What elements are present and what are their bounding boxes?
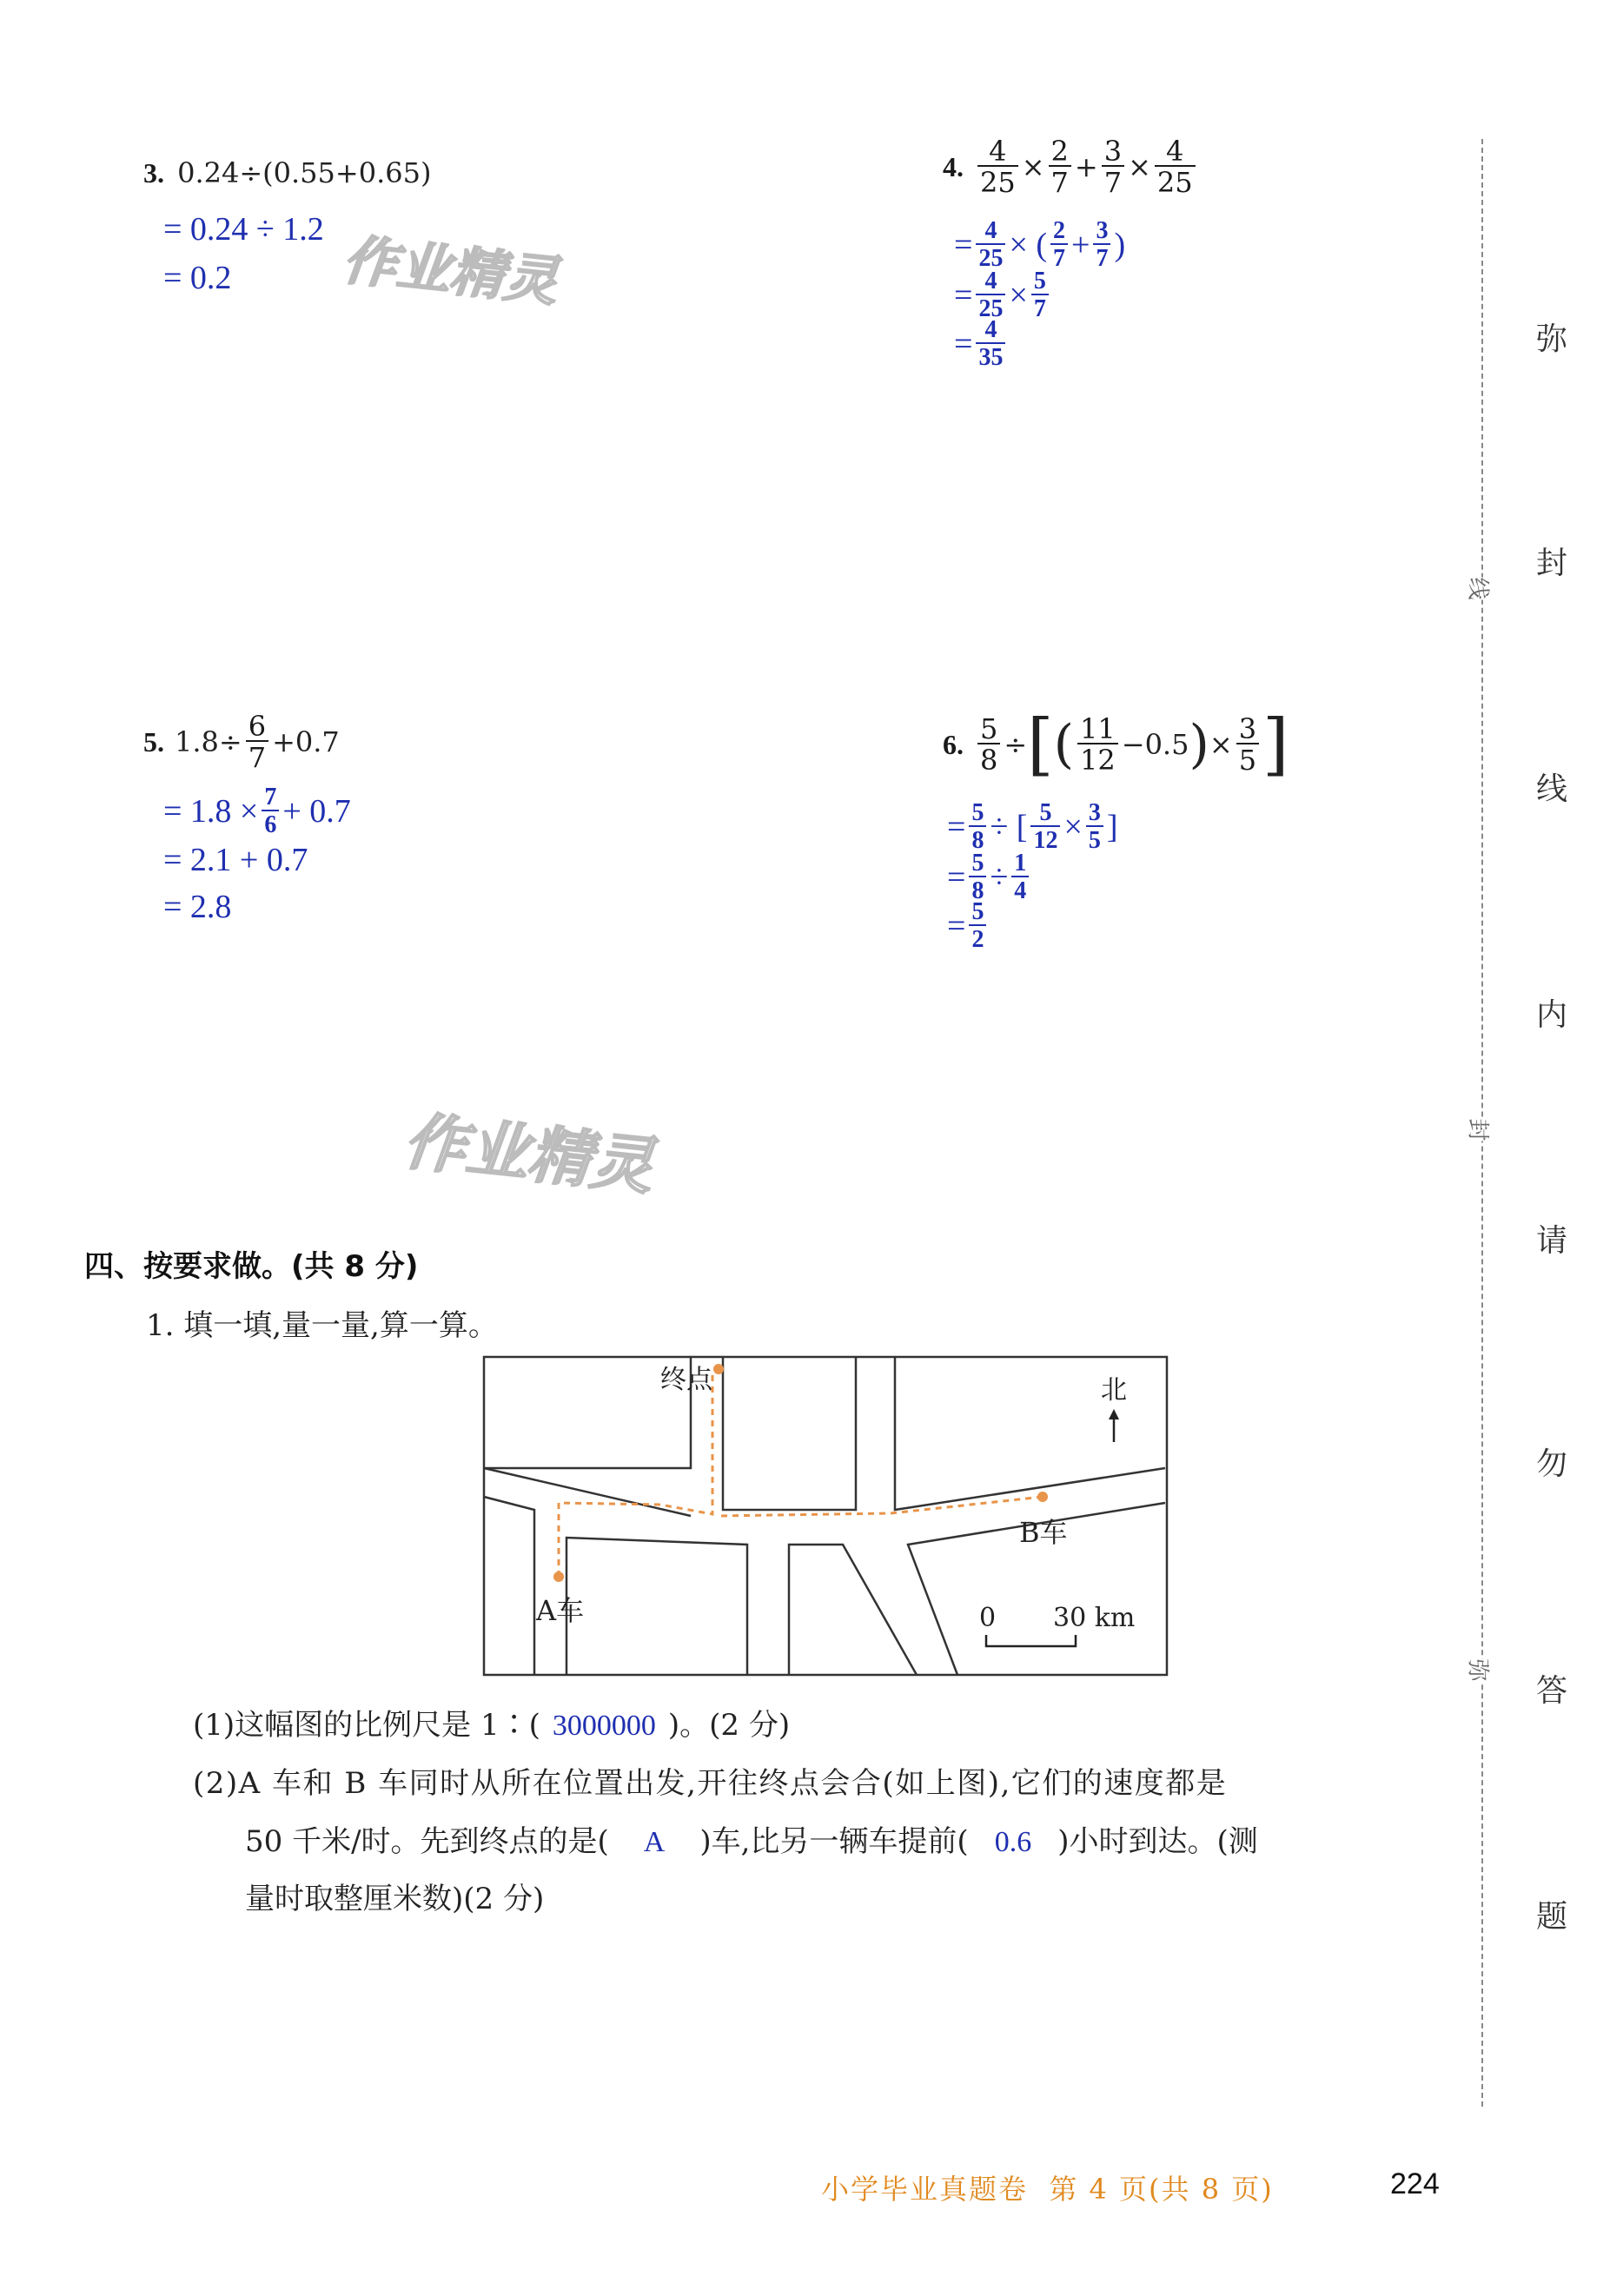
operator: + [1074,150,1098,183]
sidebar-char: 内 [1536,997,1568,1033]
answer-step: = 0.24 ÷ 1.2 [163,211,324,248]
scale-zero: 0 [979,1603,997,1633]
page-number: 224 [1390,2167,1440,2200]
question-2-line3: 量时取整厘米数)(2 分) [245,1882,545,1916]
route-path [559,1373,1043,1577]
answer-step: = 2.1 + 0.7 [163,842,308,878]
sidebar-char: 请 [1536,1223,1568,1259]
city-block [566,1538,747,1675]
fraction: $\frac{3}{5}$ [1236,715,1259,774]
problem-6: 6. $\frac{5}{8}$ ÷ [ ( $\frac{11}{12}$ −0.5 ) × $\frac{3}{5}$ ] [943,705,1289,784]
seal-line-mark: 封 [1461,1118,1500,1141]
problem-number: 6. [943,728,964,760]
route-b [719,1497,1043,1516]
city-block [484,1472,691,1503]
question-1: (1)这幅图的比例尺是 1∶( 3000000 )。(2 分) [193,1708,791,1743]
start-point-a [553,1571,564,1582]
answer-step: = $\frac{4}{25}$ × $\frac{5}{7}$ [954,269,1052,321]
end-point [713,1364,724,1374]
question-2-line1: (2)A 车和 B 车同时从所在位置出发,开往终点会合(如上图),它们的速度都是 [193,1766,1228,1801]
problem-number: 3. [143,157,164,189]
fraction: $\frac{2}{7}$ [1049,137,1071,196]
sidebar-char: 题 [1536,1899,1568,1935]
fraction: $\frac{3}{7}$ [1102,137,1124,196]
operator: × [1128,150,1151,183]
question-2-line2: 50 千米/时。先到终点的是( A )车,比另一辆车提前( 0.6 )小时到达。(测 [245,1824,1258,1859]
problem-number: 4. [943,150,964,182]
watermark: 作业精灵 [400,1104,657,1203]
problem-4 [943,135,1199,199]
problem-number: 5. [143,725,164,758]
answer-step: = 0.2 [163,260,232,296]
scale-value: 30 km [1053,1603,1136,1633]
answer-step: = $\frac{5}{8}$ ÷ [ $\frac{5}{12}$ × $\frac{3}{5}$ ] [947,799,1118,854]
answer-step: = $\frac{5}{8}$ ÷ $\frac{1}{4}$ [947,851,1032,903]
scale-bar [986,1635,1076,1646]
city-block [484,1497,534,1675]
end-label: 终点 [660,1365,712,1395]
answer-blank: 3000000 [552,1710,656,1742]
footer-title: 小学毕业真题卷 第 4 页(共 8 页) [821,2173,1274,2206]
sidebar-char: 勿 [1536,1446,1568,1482]
problem-question: 0.24÷(0.55+0.65) [177,156,432,189]
answer-blank: 0.6 [994,1826,1032,1858]
fraction: $\frac{4}{25}$ [977,137,1018,196]
city-block [484,1468,691,1516]
watermark: 作业精灵 [340,228,561,314]
sidebar-char: 弥 [1536,321,1568,357]
seal-line-mark: 弥 [1461,1658,1500,1681]
route-map [482,1355,1169,1677]
answer-step: = 1.8 × $\frac{7}{6}$ + 0.7 [163,784,351,838]
sidebar-char: 封 [1536,546,1568,581]
problem-5: 5. 1.8÷ $\frac{6}{7}$ +0.7 [143,710,340,774]
operator: × [1021,150,1045,183]
fraction: $\frac{6}{7}$ [246,712,268,771]
fraction: $\frac{5}{8}$ [977,715,1000,774]
north-arrow-icon [1109,1409,1119,1442]
fraction: $\frac{11}{12}$ [1077,715,1118,774]
fraction: $\frac{4}{25}$ [1155,137,1196,196]
route-a [559,1373,712,1577]
city-block [723,1357,856,1510]
seal-line-mark: 线 [1461,577,1500,599]
start-point-b [1037,1492,1048,1502]
answer-step: = $\frac{4}{35}$ [954,318,1009,370]
car-a-label: A车 [536,1594,585,1627]
car-b-label: B车 [1019,1516,1068,1549]
answer-step: = $\frac{4}{25}$ × ( $\frac{2}{7}$ + $\frac{3}{7}$ ) [954,217,1126,272]
answer-step: = $\frac{5}{2}$ [947,900,990,952]
north-label: 北 [1101,1375,1127,1406]
sidebar-char: 答 [1536,1673,1568,1709]
problem-3 [143,156,431,189]
city-block [789,1545,917,1675]
item-title: 1. 填一填,量一量,算一算。 [146,1308,498,1343]
answer-step: = 2.8 [163,889,232,925]
sidebar-char: 线 [1536,771,1568,807]
answer-blank: A [643,1826,666,1858]
section-heading: 四、按要求做。(共 8 分) [84,1249,419,1284]
